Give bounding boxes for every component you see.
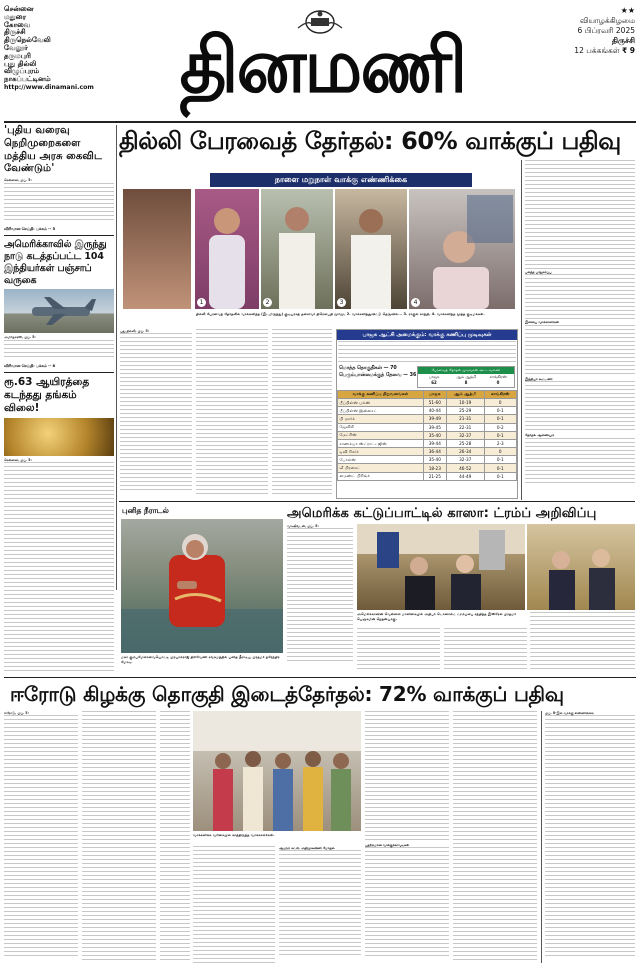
edition-item: திருச்சி xyxy=(4,28,26,37)
masthead xyxy=(0,0,640,120)
erode-photo xyxy=(193,711,361,831)
exit-poll-col-header: காங்கிரஸ் xyxy=(484,390,516,398)
gold-photo xyxy=(4,418,114,456)
exit-poll-cell: 0-1 xyxy=(484,407,516,415)
exit-poll-row xyxy=(338,423,517,431)
photo-number: 3 xyxy=(337,298,346,307)
gaza-col-b xyxy=(357,628,440,670)
edition-item: கோவை xyxy=(4,20,31,29)
right-subhead: தேர்தல் ஆணையம் xyxy=(525,433,555,438)
summary-val: 0 xyxy=(496,380,500,386)
right-text-lines xyxy=(525,160,635,270)
exit-poll-cell: மேட்ரிஸ் xyxy=(338,431,424,439)
exit-poll-cell: 25-29 xyxy=(446,407,484,415)
erode-text-lines xyxy=(545,715,635,957)
pages-price xyxy=(535,46,635,56)
quote-ref[interactable]: விரிவான செய்தி: பக்கம் -- 5 xyxy=(4,226,56,232)
gaza-photo-2 xyxy=(527,524,635,610)
us-caption-dateline: அமிர்தசரஸ், பிப். 5: xyxy=(4,335,36,340)
summary-val: 8 xyxy=(464,380,468,386)
right-subhead: பலத்த பாதுகாப்பு xyxy=(525,270,552,274)
quote-text-lines xyxy=(4,183,114,223)
exit-poll-cell: 39-44 xyxy=(423,439,446,447)
erode-col-2 xyxy=(82,711,156,963)
exit-poll-cell: 0-1 xyxy=(484,472,516,480)
erode-subhead-2: பதற்றமான வாக்குச்சாவடிகள் xyxy=(365,843,409,847)
lead-right-column xyxy=(525,160,635,500)
exit-poll-row xyxy=(338,448,517,456)
exit-poll-cell: 39-49 xyxy=(423,415,446,423)
us-text-lines xyxy=(4,340,114,360)
exit-poll-cell: வீ பிரசைட் xyxy=(338,464,424,472)
exit-poll-summary-table xyxy=(417,366,515,388)
exit-poll-row xyxy=(338,431,517,439)
lead-text-lines xyxy=(272,329,332,497)
exit-poll-cell: 36-44 xyxy=(423,448,446,456)
photo-strip-label xyxy=(210,173,472,187)
exit-poll-cell: 2-3 xyxy=(484,439,516,447)
us-headline[interactable]: அமெரிக்காவில் இருந்து நாடு கடத்தப்பட்ட 104 இந்தியர்கள் பஞ்சாப் வருகை xyxy=(4,239,107,286)
erode-right-rule xyxy=(541,711,542,963)
exit-poll-cell: போல்ஸ் xyxy=(338,456,424,464)
exit-poll-cell: பீப்பிள்ஸ் இன்சைட் xyxy=(338,407,424,415)
exit-poll-cell: 35-40 xyxy=(423,431,446,439)
exit-poll-row xyxy=(338,456,517,464)
right-text-lines xyxy=(525,381,635,433)
kumbh-label xyxy=(122,506,169,516)
erode-col-6 xyxy=(365,711,449,963)
exit-poll-cell: 10-19 xyxy=(446,398,484,406)
lead-headline[interactable]: தில்லி பேரவைத் தேர்தல்: 60% வாக்குப் பதிவு xyxy=(119,127,621,155)
left-column-rule xyxy=(116,125,117,590)
lead-photo-caption: தில்லி பேரவைத் தேர்தலில் வாக்களித்த (இடமிருந்து) குடியரசுத் தலைவர் திரௌபதி முர்மு, 2. வாக்களித்துவிட்டு தெருவில்... 3. ராகுல் காந்தி, 4. வாக்களித்த மூத்த குடிமக்கள். xyxy=(196,312,485,316)
date: 6 பிப்ரவரி 2025 xyxy=(577,26,635,35)
erode-dateline: ஈரோடு, பிப். 5: xyxy=(4,711,29,715)
exit-poll-cell: 25-28 xyxy=(446,439,484,447)
lead-text-lines xyxy=(196,329,268,497)
erode-text-lines xyxy=(160,711,190,963)
city: திருச்சி xyxy=(611,36,635,45)
us-caption xyxy=(4,335,114,363)
divider xyxy=(4,372,114,373)
photo-number: 2 xyxy=(263,298,272,307)
exit-poll-cell: 26-34 xyxy=(446,448,484,456)
newspaper-title: தினமணி xyxy=(179,19,466,110)
quote-body xyxy=(4,178,114,226)
right-subhead: இந்தியா கூட்டணி xyxy=(525,376,553,381)
erode-right-dateline: பிப். 8-இல் வாக்கு எண்ணிக்கை xyxy=(545,711,594,715)
mid-rule xyxy=(4,677,636,678)
lead-body-col-b xyxy=(196,329,268,499)
lead-right-column-rule xyxy=(521,160,522,500)
right-subhead: இளைய வாக்காளர்கள் xyxy=(525,320,559,325)
edition-list xyxy=(4,6,114,92)
photo-elderly-voter xyxy=(409,189,515,309)
erode-photo-caption: வாக்களிக்க வரிசையில் காத்திருந்த வாக்காளர்கள். xyxy=(193,833,275,837)
edition-item: மதுரை xyxy=(4,12,26,21)
exit-poll-cell: 44-49 xyxy=(446,472,484,480)
kumbh-caption: மகா கும்பமேளாவையொட்டி பிரயாக்ராஜ் திரிவேணி சங்கமத்தில் புனித நீராடிய பிரதமர் நரேந்திர மோடி. xyxy=(121,655,280,664)
erode-headline[interactable]: ஈரோடு கிழக்கு தொகுதி இடைத்தேர்தல்: 72% வாக்குப் பதிவு xyxy=(10,682,564,706)
photo-president xyxy=(195,189,259,309)
exit-poll-cell: 51-60 xyxy=(423,398,446,406)
exit-poll-cell: பி மார்க் xyxy=(338,415,424,423)
summary-vals xyxy=(418,380,514,387)
summary-cols xyxy=(418,374,514,381)
summary-header: பேரவைத் தேர்தல் முடிவுகள் அட்டவணை xyxy=(418,367,514,374)
photo-number: 1 xyxy=(197,298,206,307)
erode-text-lines xyxy=(365,711,449,843)
erode-text-lines xyxy=(82,711,156,963)
gaza-photo xyxy=(357,524,525,610)
exit-poll-cell: 46-52 xyxy=(446,464,484,472)
erode-col-3 xyxy=(160,711,190,963)
total-seats: மொத்த தொகுதிகள் — 70 xyxy=(339,366,397,371)
exit-poll-table xyxy=(337,390,517,481)
gold-body xyxy=(4,458,114,680)
majority-seats: பெரும்பான்மைக்குத் தேவை — 36 xyxy=(339,372,417,378)
erode-text-lines xyxy=(193,846,275,963)
exit-poll-cell: மைண்ட் பிரிங்க் xyxy=(338,472,424,480)
exit-poll-cell: 32-37 xyxy=(446,456,484,464)
exit-poll-cell: 35-40 xyxy=(423,456,446,464)
exit-poll-cell: 21-25 xyxy=(423,472,446,480)
pages-label: 12 பக்கங்கள் xyxy=(574,46,620,55)
gaza-col-a xyxy=(287,524,353,670)
exit-poll-cell: பீப்பிள்ஸ் பல்ஸ் xyxy=(338,398,424,406)
exit-poll-label: பாஜக ஆட்சி அமைக்கும்: வாக்கு கணிப்பு முடிவுகள் xyxy=(337,330,517,340)
exit-poll-box xyxy=(336,329,518,499)
exit-poll-cell: 0-1 xyxy=(484,431,516,439)
gold-dateline: சென்னை, பிப். 5: xyxy=(4,457,32,462)
exit-poll-cell: 0 xyxy=(484,398,516,406)
exit-poll-cell: 39-45 xyxy=(423,423,446,431)
day: வியாழக்கிழமை xyxy=(579,16,635,25)
exit-poll-col-header: ஆம் ஆத்மி xyxy=(446,390,484,398)
price: ₹ 9 xyxy=(621,46,635,55)
exit-poll-intro xyxy=(337,340,517,366)
erode-text-lines xyxy=(453,711,537,963)
gaza-dateline: வாஷிங்டன், பிப். 5: xyxy=(287,524,319,528)
exit-poll-rows xyxy=(338,398,517,480)
divider xyxy=(4,235,114,236)
exit-poll-row xyxy=(338,439,517,447)
kumbh-photo xyxy=(121,519,283,653)
exit-poll-col-header: வாக்கு கணிப்பு நிறுவனங்கள் xyxy=(338,390,424,398)
exit-poll-cell: 0-1 xyxy=(484,464,516,472)
photo-number: 4 xyxy=(411,298,420,307)
gold-headline[interactable]: ரூ.63 ஆயிரத்தை கடந்தது தங்கம் விலை! xyxy=(4,376,90,414)
erode-col-1 xyxy=(4,711,78,963)
exit-poll-cell: 32-37 xyxy=(446,431,484,439)
exit-poll-intro-lines xyxy=(338,341,516,365)
summary-val: 62 xyxy=(431,380,437,386)
gaza-headline[interactable]: அமெரிக்க கட்டுப்பாட்டில் காஸா: ட்ரம்ப் அறிவிப்பு xyxy=(287,506,597,521)
lead-text-lines xyxy=(120,333,192,493)
date-block xyxy=(535,6,635,56)
edition-item: திருநெல்வேலி xyxy=(4,36,51,45)
left-column xyxy=(4,125,114,590)
right-text-lines xyxy=(525,438,635,486)
exit-poll-summary xyxy=(337,366,517,388)
quote-dateline: சென்னை, பிப். 5: xyxy=(4,178,32,183)
gaza-text-lines xyxy=(287,528,353,664)
exit-poll-cell: 0 xyxy=(484,448,516,456)
exit-poll-cell: 0-2 xyxy=(484,423,516,431)
exit-poll-cell: ஜேவிசி xyxy=(338,423,424,431)
edition-item: தருமபுரி xyxy=(4,51,31,60)
erode-col-7 xyxy=(453,711,537,963)
summary-col: காங்கிரஸ் xyxy=(489,373,507,379)
exit-poll-row xyxy=(338,407,517,415)
erode-text-lines xyxy=(365,847,449,957)
gaza-text-lines xyxy=(444,628,527,670)
erode-col-8 xyxy=(545,711,635,963)
airplane-photo xyxy=(4,289,114,333)
edition-item: நாகப்பட்டினம் xyxy=(4,75,51,84)
masthead-rule xyxy=(4,121,636,123)
exit-poll-cell: 22-31 xyxy=(446,423,484,431)
exit-poll-cell: 40-44 xyxy=(423,407,446,415)
exit-poll-cell: சாணக்யா ஸ்ட்ராட்டஜிஸ் xyxy=(338,439,424,447)
right-text-lines xyxy=(525,325,635,377)
exit-poll-row xyxy=(338,415,517,423)
edition-item: சென்னை xyxy=(4,5,34,13)
exit-poll-cell: 0-1 xyxy=(484,456,516,464)
quote-headline[interactable]: 'புதிய வரைவு நெறிமுறைகளை மத்திய அரசு கைவிட வேண்டும்' xyxy=(4,125,103,175)
website[interactable]: http://www.dinamani.com xyxy=(4,83,94,91)
edition-item: விழுப்புரம் xyxy=(4,67,40,76)
edition-item: வேலூர் xyxy=(4,43,28,52)
photo-strip-side-left xyxy=(123,189,191,309)
gold-text-lines xyxy=(4,462,114,672)
exit-poll-col-header: பாஜக xyxy=(423,390,446,398)
edition-item: புது தில்லி xyxy=(4,59,37,68)
gaza-text-lines xyxy=(357,628,440,670)
exit-poll-cell: 18-23 xyxy=(423,464,446,472)
erode-col-4 xyxy=(193,846,275,963)
gaza-col-c xyxy=(444,628,527,670)
erode-text-lines xyxy=(4,715,78,957)
lead-body-col-a xyxy=(120,329,192,499)
erode-col-5 xyxy=(279,846,361,963)
right-text-lines xyxy=(525,274,635,320)
exit-poll-row xyxy=(338,472,517,480)
erode-subhead: ஆளும் கட்சி, அதிமுகவினர் மோதல் xyxy=(279,846,335,850)
photo-leader xyxy=(335,189,407,309)
exit-poll-row xyxy=(338,464,517,472)
gaza-text-lines xyxy=(530,612,635,670)
exit-poll-totals xyxy=(339,366,417,388)
summary-col: ஆம் ஆத்மி xyxy=(455,373,477,379)
photo-strip-label-text: நாளை மறுநாள் வாக்கு எண்ணிக்கை xyxy=(274,175,408,184)
gaza-photo-caption: அமெரிக்காவின் வெள்ளை மாளிகையில் அதிபர் டொனால்ட் ட்ரம்ப்பை சந்தித்த இஸ்ரேல் பிரதமர் பெஞ்சமின் நெதன்யாகு. xyxy=(357,612,517,621)
summary-col: பாஜக xyxy=(428,373,440,379)
photo-voters xyxy=(261,189,333,309)
erode-text-lines xyxy=(279,850,361,958)
stars: ★★ xyxy=(620,6,635,15)
lead-dateline: புது தில்லி, பிப். 5: xyxy=(120,329,150,333)
lead-bottom-rule xyxy=(119,501,635,502)
lead-body-col-c xyxy=(272,329,332,499)
exit-poll-cell: டிவி ரிசர்ச் xyxy=(338,448,424,456)
exit-poll-cell: 0-1 xyxy=(484,415,516,423)
gaza-col-d xyxy=(530,612,635,670)
us-ref[interactable]: விரிவான செய்தி: பக்கம் -- 8 xyxy=(4,363,56,369)
exit-poll-cell: 21-31 xyxy=(446,415,484,423)
exit-poll-header-row xyxy=(338,390,517,398)
kumbh-label-text: புனித நீராடல் xyxy=(122,506,169,515)
lead-photo-collage xyxy=(195,189,515,309)
exit-poll-row xyxy=(338,398,517,406)
